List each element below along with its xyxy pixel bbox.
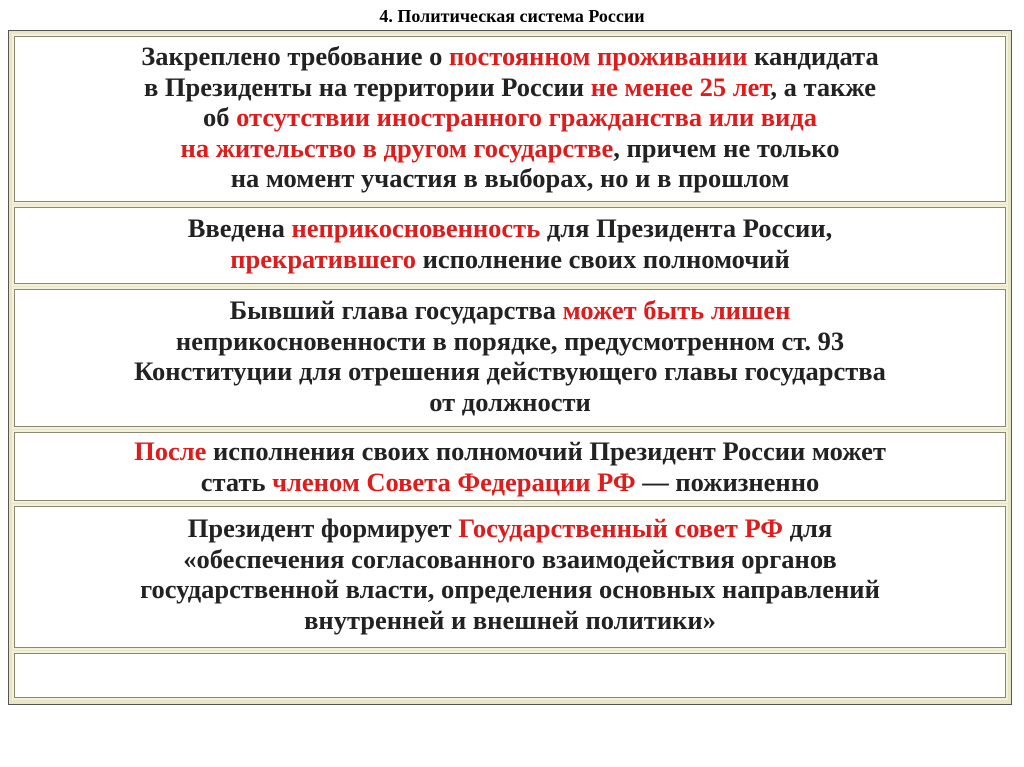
content-table bbox=[8, 30, 1012, 705]
text-line bbox=[144, 72, 876, 103]
body-text: об bbox=[203, 102, 237, 132]
body-text: в Президенты на территории России bbox=[144, 71, 591, 102]
body-text: стать bbox=[200, 466, 273, 497]
text-line bbox=[304, 605, 716, 636]
table-row-immunity-removal bbox=[14, 289, 1006, 427]
highlighted-text: неприкосновенность bbox=[291, 213, 541, 243]
body-text: для bbox=[783, 513, 833, 543]
highlighted-text: прекратившего bbox=[230, 243, 416, 274]
text-line bbox=[230, 244, 789, 275]
text-line bbox=[203, 102, 817, 133]
text-line bbox=[188, 513, 833, 544]
table-row-federation-council bbox=[14, 432, 1006, 501]
body-text: неприкосновенности в порядке, предусмотренном ст. 93 bbox=[175, 325, 845, 356]
slide-title: 4. Политическая система России bbox=[379, 6, 645, 26]
body-text: исполнение своих полномочий bbox=[415, 243, 790, 274]
highlighted-text: Государственный совет РФ bbox=[458, 513, 784, 543]
body-text: от должности bbox=[429, 386, 591, 417]
highlighted-text: После bbox=[134, 436, 207, 466]
table-row-immunity bbox=[14, 207, 1006, 284]
highlighted-text: членом Совета Федерации РФ bbox=[272, 466, 636, 497]
body-text: для Президента России, bbox=[540, 213, 833, 243]
text-line bbox=[181, 133, 840, 164]
highlighted-text: на жительство в другом государстве bbox=[180, 132, 614, 163]
body-text: на момент участия в выборах, но и в прошлом bbox=[230, 163, 790, 193]
text-line bbox=[134, 356, 886, 387]
body-text: Президент формирует bbox=[187, 513, 459, 543]
body-text: внутренней и внешней политики» bbox=[304, 604, 716, 635]
table-row-empty bbox=[14, 653, 1006, 698]
text-line bbox=[141, 41, 878, 72]
text-line bbox=[201, 467, 819, 498]
text-line bbox=[183, 544, 836, 575]
table-row-residency-requirement bbox=[14, 36, 1006, 202]
text-line bbox=[231, 163, 790, 194]
body-text: Введена bbox=[187, 213, 292, 243]
body-text: кандидата bbox=[747, 41, 879, 71]
text-line bbox=[230, 295, 791, 326]
body-text: «обеспечения согласованного взаимодействия органов bbox=[183, 543, 837, 574]
highlighted-text: может быть лишен bbox=[562, 295, 791, 325]
body-text: Закреплено требование о bbox=[141, 41, 450, 71]
highlighted-text: не менее 25 лет bbox=[590, 71, 771, 102]
text-line bbox=[429, 387, 591, 418]
body-text: , причем не только bbox=[613, 132, 840, 163]
body-text: , а также bbox=[770, 71, 876, 102]
highlighted-text: постоянном проживании bbox=[449, 41, 748, 71]
body-text: государственной власти, определения основных направлений bbox=[140, 574, 880, 604]
text-line bbox=[176, 326, 844, 357]
body-text: Бывший глава государства bbox=[229, 295, 563, 325]
text-line bbox=[140, 574, 880, 605]
body-text: исполнения своих полномочий Президент России может bbox=[206, 436, 886, 466]
text-line bbox=[134, 436, 886, 467]
table-row-state-council bbox=[14, 506, 1006, 648]
body-text: Конституции для отрешения действующего главы государства bbox=[134, 356, 886, 386]
body-text: — пожизненно bbox=[635, 466, 820, 497]
text-line bbox=[188, 213, 832, 244]
highlighted-text: отсутствии иностранного гражданства или вида bbox=[236, 102, 817, 132]
